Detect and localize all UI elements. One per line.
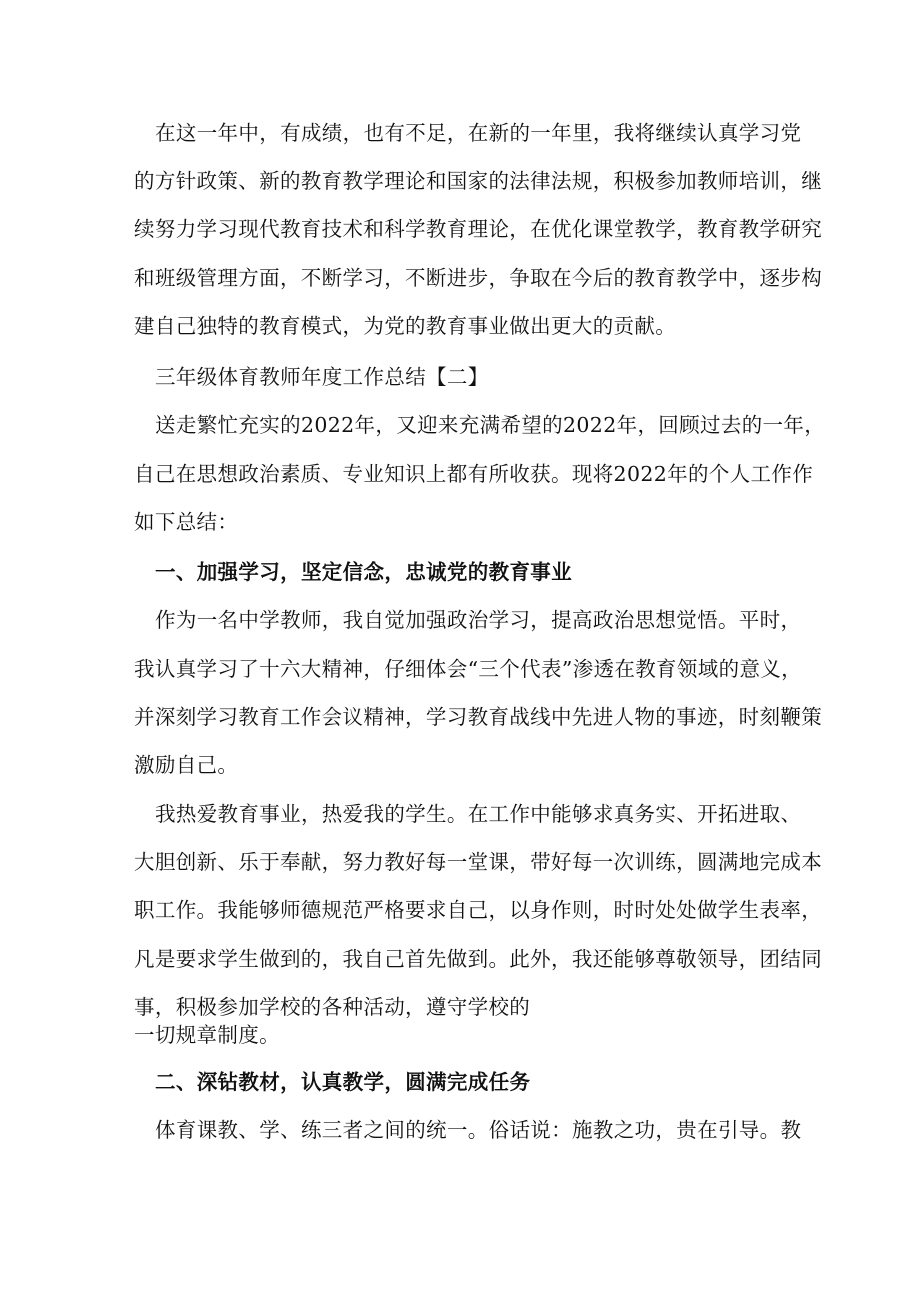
paragraph-line: 建自己独特的教育模式，为党的教育事业做出更大的贡献。 bbox=[134, 314, 677, 338]
paragraph-line: 作为一名中学教师，我自觉加强政治学习，提高政治思想觉悟。平时， bbox=[155, 608, 802, 632]
paragraph-line: 自己在思想政治素质、专业知识上都有所收获。现将2022年的个人工作作 bbox=[134, 462, 814, 486]
paragraph-line: 职工作。我能够师德规范严格要求自己，以身作则，时时处处做学生表率， bbox=[134, 898, 823, 922]
paragraph-line: 的方针政策、新的教育教学理论和国家的法律法规，积极参加教师培训，继 bbox=[134, 169, 823, 193]
paragraph-line: 体育课教、学、练三者之间的统一。俗话说：施教之功，贵在引导。教 bbox=[155, 1118, 802, 1142]
paragraph-line: 激励自己。 bbox=[134, 753, 239, 777]
section-heading: 二、深钻教材，认真教学，圆满完成任务 bbox=[155, 1070, 531, 1094]
paragraph-line: 我认真学习了十六大精神，仔细体会“三个代表”渗透在教育领域的意义， bbox=[134, 657, 803, 681]
paragraph-line: 和班级管理方面，不断学习，不断进步，争取在今后的教育教学中，逐步构 bbox=[134, 266, 823, 290]
paragraph-line: 事，积极参加学校的各种活动，遵守学校的 bbox=[134, 995, 531, 1019]
paragraph-line: 大胆创新、乐于奉献，努力教好每一堂课，带好每一次训练，圆满地完成本 bbox=[134, 850, 823, 874]
paragraph-line: 送走繁忙充实的2022年，又迎来充满希望的2022年，回顾过去的一年， bbox=[155, 413, 826, 437]
paragraph-line: 在这一年中，有成绩，也有不足，在新的一年里，我将继续认真学习党 bbox=[155, 121, 802, 145]
section-title: 三年级体育教师年度工作总结【二】 bbox=[155, 365, 489, 389]
paragraph-line: 续努力学习现代教育技术和科学教育理论，在优化课堂教学，教育教学研究 bbox=[134, 217, 823, 241]
paragraph-line: 凡是要求学生做到的，我自己首先做到。此外，我还能够尊敬领导，团结同 bbox=[134, 947, 823, 971]
section-heading: 一、加强学习，坚定信念，忠诚党的教育事业 bbox=[155, 560, 572, 584]
paragraph-line: 如下总结： bbox=[134, 510, 239, 534]
paragraph-line: 我热爱教育事业，热爱我的学生。在工作中能够求真务实、开拓进取、 bbox=[155, 802, 802, 826]
paragraph-line: 一切规章制度。 bbox=[134, 1023, 280, 1047]
paragraph-line: 并深刻学习教育工作会议精神，学习教育战线中先进人物的事迹，时刻鞭策 bbox=[134, 705, 823, 729]
